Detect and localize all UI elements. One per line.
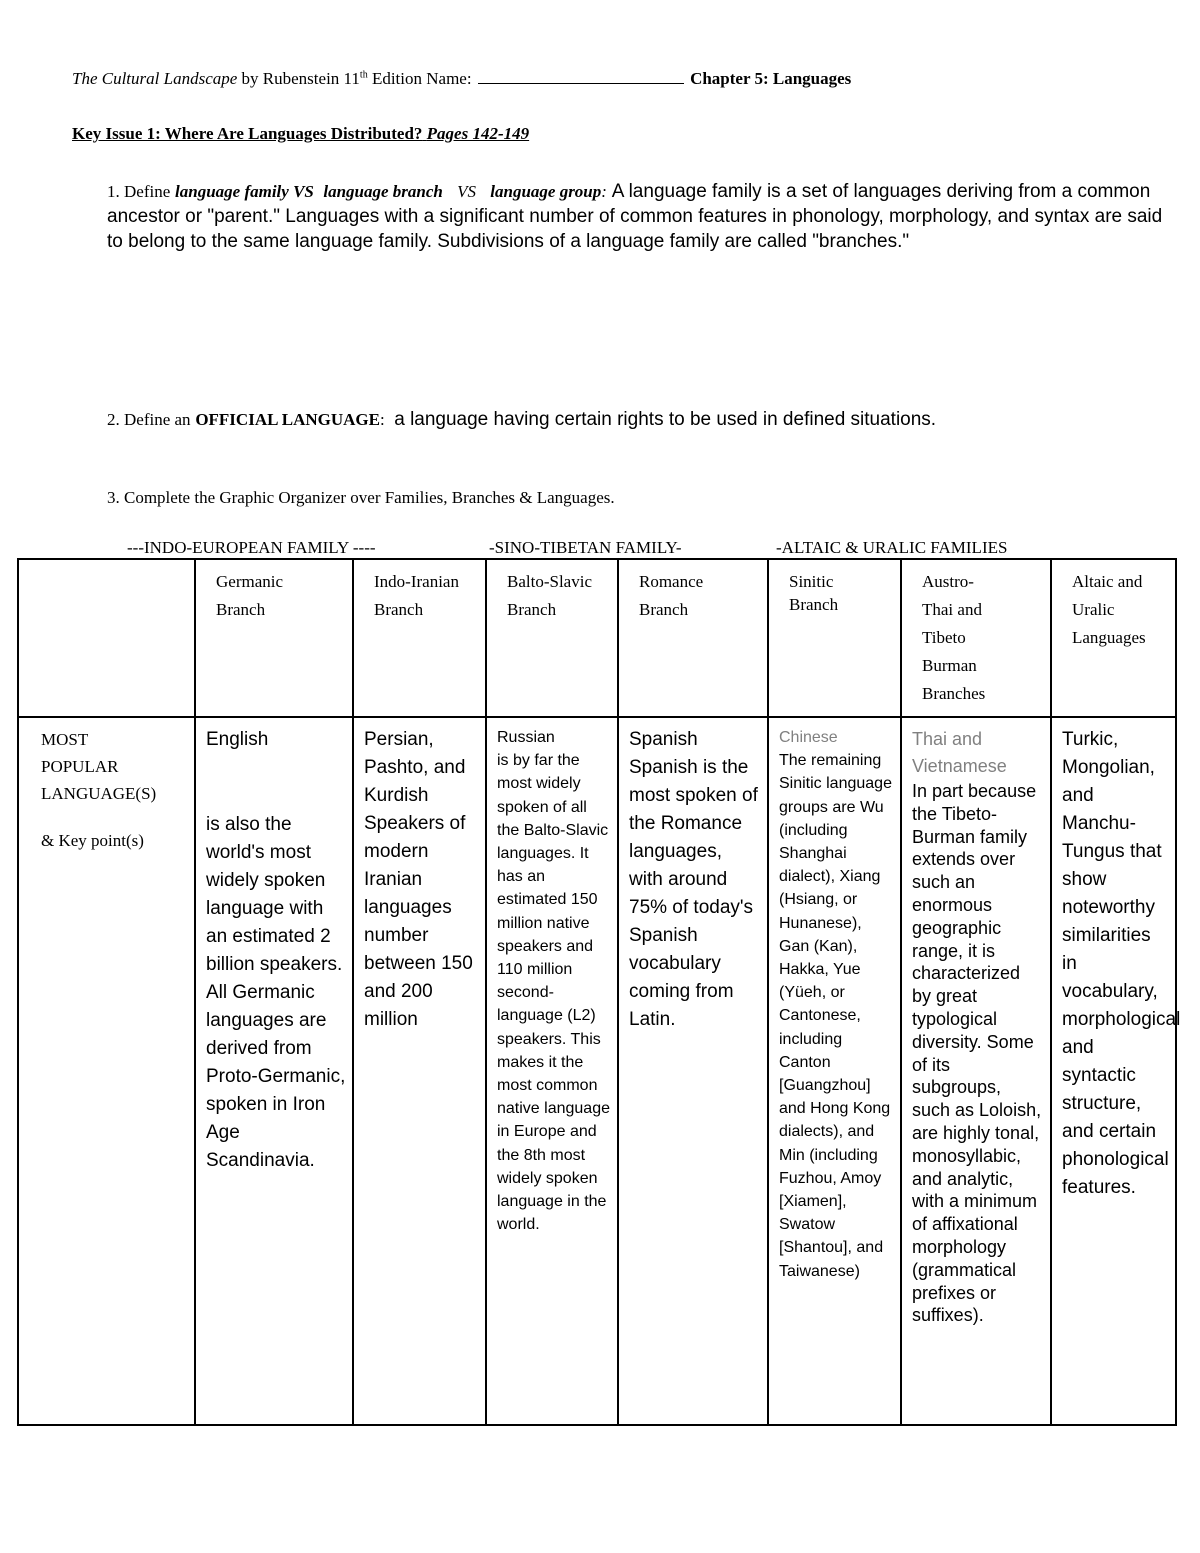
q1-number: 1. Define bbox=[107, 182, 171, 201]
column-header-romance bbox=[618, 559, 768, 717]
column-header-germanic bbox=[195, 559, 353, 717]
q1-answer[interactable]: A language family is a set of languages deriving from a common ancestor or "parent." Languages with a significant number of common features in phonology, morphology, and syntax are said to belong to the same language family. Subdivisions of a language family are called "branches." bbox=[107, 181, 1163, 252]
question-1 bbox=[107, 179, 1182, 254]
cell-austro-thai[interactable] bbox=[901, 717, 1051, 1425]
author-edition: by Rubenstein 11 bbox=[237, 69, 360, 88]
column-header-line: Branch bbox=[789, 595, 839, 614]
book-title: The Cultural Landscape bbox=[72, 69, 238, 88]
q2-term: OFFICIAL LANGUAGE bbox=[195, 410, 380, 429]
column-header-line: Balto-Slavic bbox=[507, 572, 592, 591]
column-header-altaic-uralic bbox=[1051, 559, 1176, 717]
cell-language-name: Russian bbox=[497, 729, 555, 746]
key-issue-label: Key Issue 1: Where Are Languages Distributed? bbox=[72, 124, 423, 143]
family-label-indo-european: ---INDO-EUROPEAN FAMILY ---- bbox=[127, 538, 376, 557]
cell-key-point: Turkic, Mongolian, and Manchu-Tungus that show noteworthy similarities in vocabulary, morphological and syntactic structure, and certain phonological features. bbox=[1062, 729, 1181, 1198]
column-header-sinitic bbox=[768, 559, 901, 717]
cell-balto-slavic[interactable] bbox=[486, 717, 618, 1425]
q2-prefix: 2. Define an bbox=[107, 410, 191, 429]
row-label-most-popular bbox=[18, 717, 195, 1425]
q1-term-family: language family VS bbox=[175, 182, 314, 201]
header-row bbox=[18, 559, 1176, 717]
most-popular-row bbox=[18, 717, 1176, 1425]
cell-sinitic[interactable] bbox=[768, 717, 901, 1425]
cell-romance[interactable] bbox=[618, 717, 768, 1425]
key-issue-pages: Pages 142-149 bbox=[426, 124, 530, 143]
family-label-altaic-uralic: -ALTAIC & URALIC FAMILIES bbox=[776, 538, 1008, 557]
column-header-indo-iranian bbox=[353, 559, 486, 717]
column-header-line: Thai and bbox=[922, 600, 982, 619]
question-3: 3. Complete the Graphic Organizer over Families, Branches & Languages. bbox=[107, 488, 615, 507]
q2-answer[interactable]: a language having certain rights to be used in defined situations. bbox=[394, 409, 937, 430]
column-header-line: Indo-Iranian bbox=[374, 572, 459, 591]
cell-key-point: Persian, Pashto, and Kurdish Speakers of modern Iranian languages number between 150 and 200 million bbox=[364, 729, 473, 1030]
q2-colon: : bbox=[379, 410, 385, 429]
corner-cell bbox=[18, 559, 195, 717]
family-label-sino-tibetan: -SINO-TIBETAN FAMILY- bbox=[489, 538, 682, 557]
q1-term-branch: language branch bbox=[323, 182, 443, 201]
column-header-line: Romance bbox=[639, 572, 704, 591]
column-header-line: Uralic bbox=[1072, 600, 1115, 619]
column-header-line: Branches bbox=[922, 684, 986, 703]
cell-altaic-uralic[interactable] bbox=[1051, 717, 1181, 1425]
row-label-line: POPULAR bbox=[41, 757, 119, 776]
cell-germanic[interactable] bbox=[195, 717, 353, 1425]
chapter-title: Chapter 5: Languages bbox=[690, 69, 852, 88]
cell-key-point: In part because the Tibeto-Burman family extends over such an enormous geographic range, it is characterized by great typological diversity. Some of its subgroups, such as Loloish, are highly tonal, monosyllabic, and analytic, with a minimum of affixational morphology (grammatical prefixes or suffixes). bbox=[912, 781, 1042, 1326]
column-header-line: Altaic and bbox=[1072, 572, 1143, 591]
cell-indo-iranian[interactable] bbox=[353, 717, 486, 1425]
key-issue-heading bbox=[72, 124, 529, 144]
cell-key-point: The remaining Sinitic language groups are Wu (including Shanghai dialect), Xiang (Hsiang, or Hunanese), Gan (Kan), Hakka, Yue (Yüeh, or Cantonese, including Canton [Guangzhou] and Hong Kong dialects), and Min (including Fuzhou, Amoy [Xiamen], Swatow [Shantou], and Taiwanese) bbox=[779, 752, 892, 1280]
column-header-line: Branch bbox=[639, 600, 689, 619]
question-2 bbox=[107, 409, 936, 431]
q1-vs: VS bbox=[457, 182, 477, 201]
name-label: Edition Name: bbox=[367, 69, 472, 88]
cell-key-point: Spanish is the most spoken of the Romance languages, with around 75% of today's Spanish vocabulary coming from Latin. bbox=[629, 757, 758, 1030]
column-header-line: Sinitic bbox=[789, 572, 834, 591]
cell-language-name: Spanish bbox=[629, 729, 698, 750]
cell-language-name: Chinese bbox=[779, 729, 838, 746]
column-header-line: Tibeto bbox=[922, 628, 966, 647]
cell-language-name: English bbox=[206, 729, 269, 750]
q1-colon: : bbox=[601, 182, 607, 201]
cell-language-name: Thai and Vietnamese bbox=[912, 729, 1007, 776]
column-header-line: Branch bbox=[507, 600, 557, 619]
row-label-line: LANGUAGE(S) bbox=[41, 784, 157, 803]
column-header-line: Languages bbox=[1072, 628, 1146, 647]
document-header bbox=[72, 69, 851, 89]
cell-key-point: is by far the most widely spoken of all the Balto-Slavic languages. It has an estimated 150 million native speakers and 110 million second-language (L2) speakers. This makes it the most common native language in Europe and the 8th most widely spoken language in the world. bbox=[497, 752, 610, 1234]
column-header-line: Germanic bbox=[216, 572, 284, 591]
row-label-line: & Key point(s) bbox=[41, 831, 144, 850]
column-header-line: Branch bbox=[374, 600, 424, 619]
edition-superscript: th bbox=[359, 69, 368, 81]
column-header-line: Burman bbox=[922, 656, 977, 675]
column-header-austro-thai-tibeto-burman bbox=[901, 559, 1051, 717]
name-blank-field[interactable] bbox=[478, 69, 684, 84]
row-label-line: MOST bbox=[41, 730, 89, 749]
column-header-line: Branch bbox=[216, 600, 266, 619]
column-header-line: Austro- bbox=[922, 572, 974, 591]
column-header-balto-slavic bbox=[486, 559, 618, 717]
graphic-organizer-table bbox=[17, 558, 1181, 1426]
q1-term-group: language group bbox=[490, 182, 602, 201]
cell-key-point: is also the world's most widely spoken language with an estimated 2 billion speakers. All Germanic languages are derived from Proto-Germanic, spoken in Iron Age Scandinavia. bbox=[206, 814, 346, 1171]
